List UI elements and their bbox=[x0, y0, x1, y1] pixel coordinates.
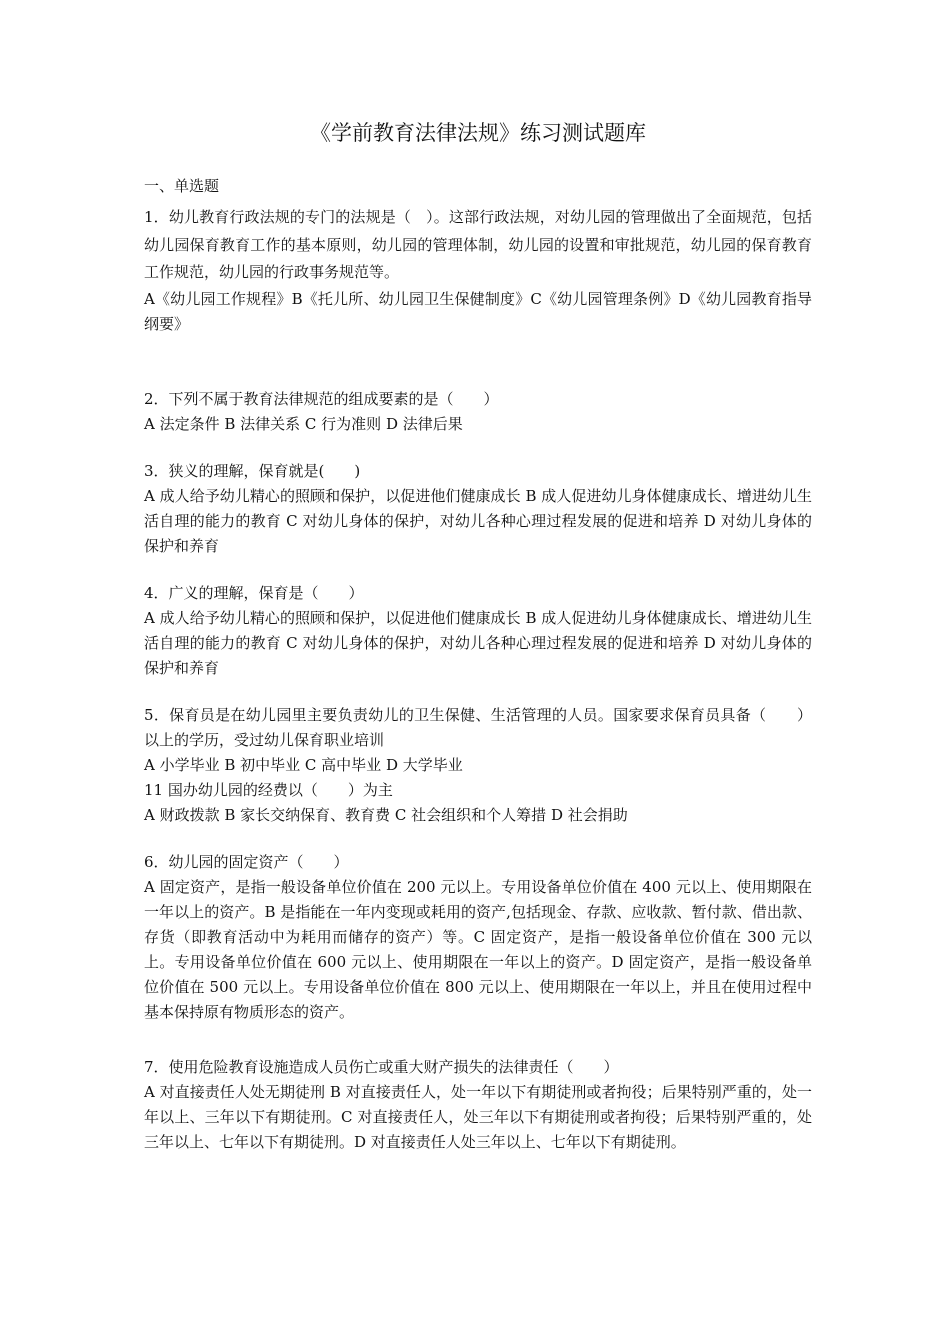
spacer bbox=[144, 559, 812, 581]
question-options: A 小学毕业 B 初中毕业 C 高中毕业 D 大学毕业 bbox=[144, 755, 463, 774]
question-options: A 固定资产，是指一般设备单位价值在 200 元以上。专用设备单位价值在 400 元以上、使用期限在一年以上的资产。B 是指能在一年内变现或耗用的资产,包括现金、存款、应收款、暂付款、借出款、存货（即教育活动中为耗用而储存的资产）等。C 固定资产，是指一般设备单位价值在 300 元以上。专用设备单位价值在 600 元以上、使用期限在一年以上的资产。D 固定资产，是指一般设备单位价值在 500 元以上。专用设备单位价值在 800 元以上、使用期限在一年以上，并且在使用过程中基本保持原有物质形态的资产。 bbox=[144, 877, 812, 1021]
question-3 bbox=[144, 459, 812, 559]
question-options: A 财政拨款 B 家长交纳保育、教育费 C 社会组织和个人筹措 D 社会捐助 bbox=[144, 805, 628, 824]
question-options: A 成人给予幼儿精心的照顾和保护，以促进他们健康成长 B 成人促进幼儿身体健康成长、增进幼儿生活自理的能力的教育 C 对幼儿身体的保护，对幼儿各种心理过程发展的促进和培养 D 对幼儿身体的保护和养育 bbox=[144, 486, 812, 555]
question-text: 4．广义的理解，保育是（ ） bbox=[144, 583, 364, 602]
question-text: 6．幼儿园的固定资产（ ） bbox=[144, 852, 349, 871]
spacer bbox=[144, 1025, 812, 1051]
question-text: 5．保育员是在幼儿园里主要负责幼儿的卫生保健、生活管理的人员。国家要求保育员具备（ ）以上的学历，受过幼儿保育职业培训 bbox=[144, 705, 812, 749]
question-options: A《幼儿园工作规程》B《托儿所、幼儿园卫生保健制度》C《幼儿园管理条例》D《幼儿园教育指导纲要》 bbox=[144, 289, 812, 333]
question-6 bbox=[144, 850, 812, 1025]
question-4 bbox=[144, 581, 812, 681]
question-text: 1．幼儿教育行政法规的专门的法规是（ ）。这部行政法规，对幼儿园的管理做出了全面规范，包括幼儿园保育教育工作的基本原则，幼儿园的管理体制，幼儿园的设置和审批规范，幼儿园的保育教育工作规范，幼儿园的行政事务规范等。 bbox=[144, 208, 812, 281]
question-text: 11 国办幼儿园的经费以（ ）为主 bbox=[144, 780, 393, 799]
section-heading: 一、单选题 bbox=[144, 177, 220, 195]
document-title: 《学前教育法律法规》练习测试题库 bbox=[310, 121, 646, 145]
question-2 bbox=[144, 387, 812, 437]
spacer bbox=[144, 363, 812, 387]
spacer bbox=[144, 437, 812, 459]
spacer bbox=[144, 681, 812, 703]
question-7 bbox=[144, 1055, 812, 1155]
question-text: 7．使用危险教育设施造成人员伤亡或重大财产损失的法律责任（ ） bbox=[144, 1057, 619, 1076]
question-text: 2．下列不属于教育法律规范的组成要素的是（ ） bbox=[144, 389, 499, 408]
question-options: A 对直接责任人处无期徒刑 B 对直接责任人，处一年以下有期徒刑或者拘役；后果特别严重的，处一年以上、三年以下有期徒刑。C 对直接责任人，处三年以下有期徒刑或者拘役；后果特别严重的，处三年以上、七年以下有期徒刑。D 对直接责任人处三年以上、七年以下有期徒刑。 bbox=[144, 1082, 812, 1151]
question-1 bbox=[144, 204, 812, 337]
question-5 bbox=[144, 703, 812, 828]
spacer bbox=[144, 337, 812, 363]
spacer bbox=[144, 828, 812, 850]
question-options: A 成人给予幼儿精心的照顾和保护，以促进他们健康成长 B 成人促进幼儿身体健康成长、增进幼儿生活自理的能力的教育 C 对幼儿身体的保护，对幼儿各种心理过程发展的促进和培养 D 对幼儿身体的保护和养育 bbox=[144, 608, 812, 677]
question-text: 3．狭义的理解，保育就是( ) bbox=[144, 461, 361, 480]
question-options: A 法定条件 B 法律关系 C 行为准则 D 法律后果 bbox=[144, 414, 463, 433]
